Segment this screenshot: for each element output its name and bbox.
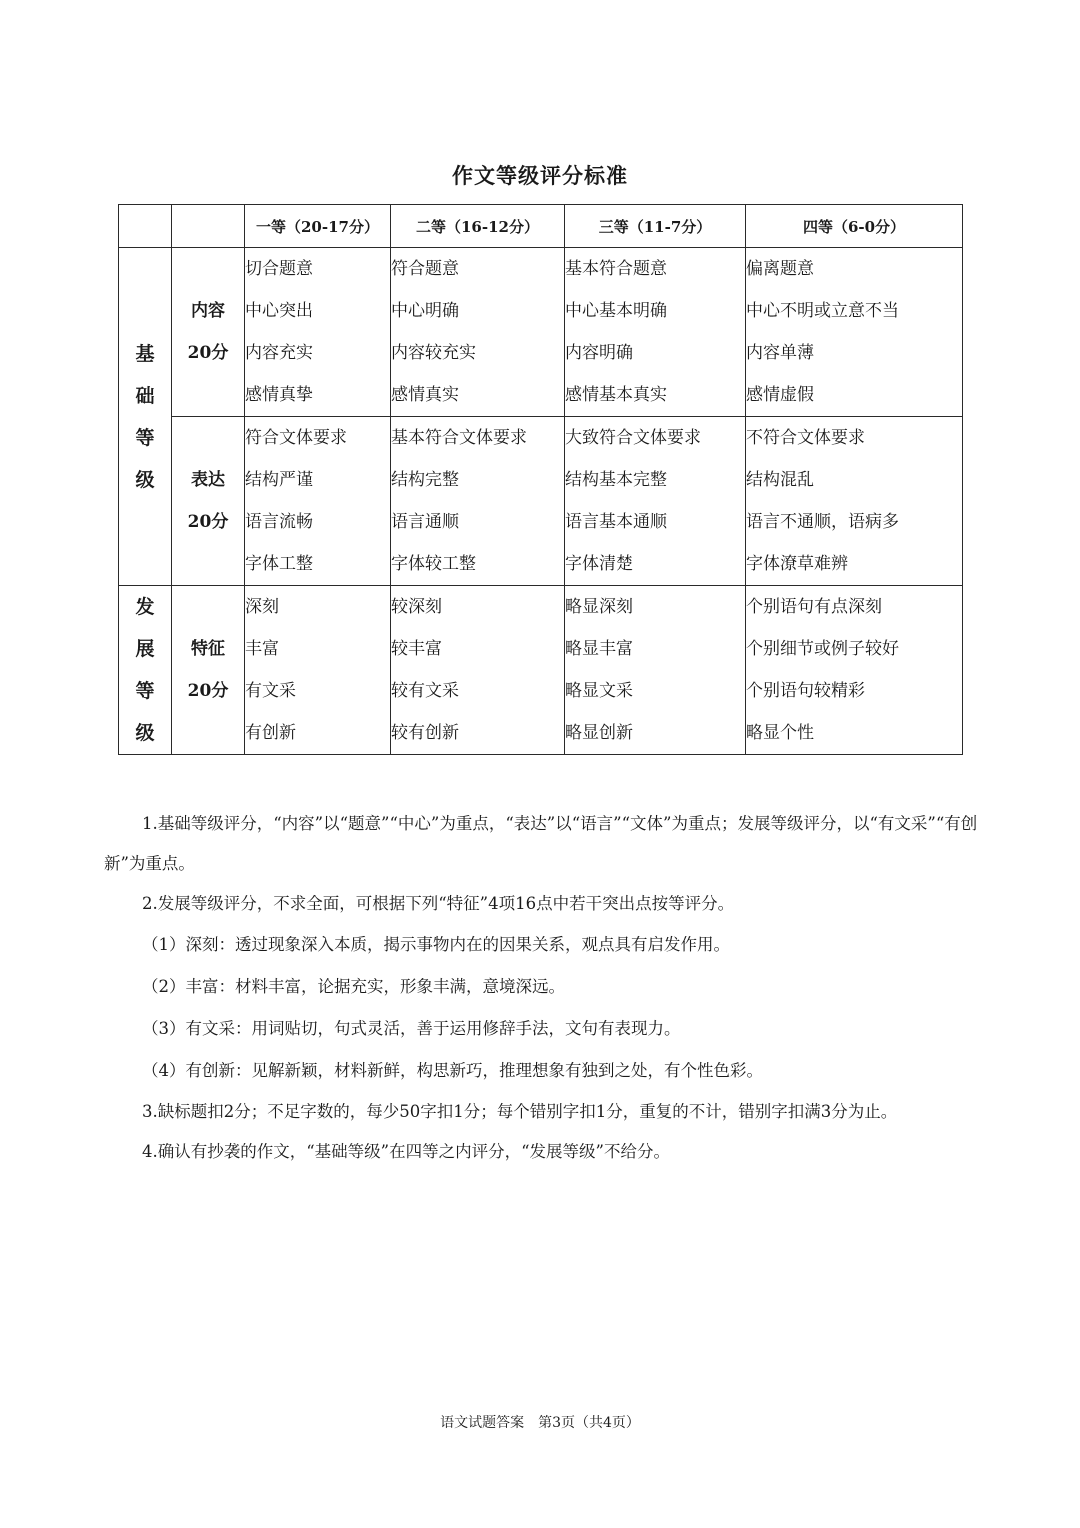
- category-basic-level: [119, 248, 172, 586]
- criteria-line: 字体清楚: [565, 554, 633, 574]
- subcategory-content: [172, 248, 245, 417]
- criteria-line: 结构基本完整: [565, 470, 667, 490]
- category-char: 展: [135, 638, 155, 660]
- criteria-cell: [391, 417, 565, 586]
- criteria-line: 个别语句有点深刻: [746, 597, 882, 617]
- criteria-line: 略显深刻: [565, 597, 633, 617]
- grade-header: 三等（11-7分）: [565, 205, 746, 248]
- header-blank-cell: [119, 205, 172, 248]
- scoring-notes: [104, 804, 980, 1172]
- criteria-cell: [245, 586, 391, 755]
- criteria-cell: [391, 586, 565, 755]
- page-title: 作文等级评分标准: [452, 163, 628, 188]
- subcategory-score: 20分: [187, 681, 229, 701]
- criteria-line: 大致符合文体要求: [565, 428, 701, 448]
- criteria-cell: [746, 586, 963, 755]
- criteria-line: 较丰富: [391, 639, 442, 659]
- criteria-line: 切合题意: [245, 259, 313, 279]
- note-3: 3.缺标题扣2分；不足字数的，每少50字扣1分；每个错别字扣1分，重复的不计，错别字扣满3分为止。: [142, 1102, 898, 1121]
- note-2: 2.发展等级评分，不求全面，可根据下列“特征”4项16点中若干突出点按等评分。: [142, 894, 735, 913]
- criteria-line: 符合题意: [391, 259, 459, 279]
- table-row: [119, 248, 963, 417]
- page-footer: 语文试题答案 第3页（共4页）: [440, 1415, 640, 1431]
- note-item: （3）有文采：用词贴切，句式灵活，善于运用修辞手法，文句有表现力。: [142, 1019, 681, 1038]
- criteria-line: 符合文体要求: [245, 428, 347, 448]
- criteria-cell: [565, 417, 746, 586]
- criteria-line: 较有文采: [391, 681, 459, 701]
- criteria-line: 语言基本通顺: [565, 512, 667, 532]
- note-item: （2）丰富：材料丰富，论据充实，形象丰满，意境深远。: [142, 977, 565, 996]
- subcategory-feature: [172, 586, 245, 755]
- subcategory-score: 20分: [187, 343, 229, 363]
- grade-header: 四等（6-0分）: [746, 205, 963, 248]
- header-blank-cell: [172, 205, 245, 248]
- criteria-line: 感情真挚: [245, 385, 313, 405]
- grading-table: [118, 204, 963, 755]
- criteria-line: 字体潦草难辨: [746, 554, 848, 574]
- criteria-line: 结构严谨: [245, 470, 313, 490]
- criteria-line: 感情真实: [391, 385, 459, 405]
- table-header-row: [119, 205, 963, 248]
- criteria-line: 不符合文体要求: [746, 428, 865, 448]
- note-item: （4）有创新：见解新颖，材料新鲜，构思新巧，推理想象有独到之处，有个性色彩。: [142, 1061, 763, 1080]
- criteria-line: 感情基本真实: [565, 385, 667, 405]
- criteria-line: 略显个性: [746, 723, 814, 743]
- criteria-line: 有创新: [245, 723, 296, 743]
- criteria-line: 个别语句较精彩: [746, 681, 865, 701]
- criteria-line: 较深刻: [391, 597, 442, 617]
- subcategory-label: 特征: [191, 639, 225, 659]
- criteria-line: 内容明确: [565, 343, 633, 363]
- criteria-line: 偏离题意: [746, 259, 814, 279]
- grade-header: 一等（20-17分）: [245, 205, 391, 248]
- criteria-line: 个别细节或例子较好: [746, 639, 899, 659]
- category-char: 级: [135, 468, 155, 491]
- criteria-line: 语言不通顺，语病多: [746, 512, 899, 532]
- category-char: 基: [135, 342, 155, 365]
- criteria-cell: [245, 248, 391, 417]
- criteria-line: 基本符合题意: [565, 259, 667, 279]
- criteria-line: 语言通顺: [391, 512, 459, 532]
- criteria-line: 字体工整: [245, 554, 313, 574]
- criteria-line: 较有创新: [391, 723, 459, 743]
- category-char: 发: [135, 596, 155, 618]
- criteria-line: 中心突出: [245, 301, 313, 321]
- table-row: [119, 417, 963, 586]
- criteria-line: 结构混乱: [746, 470, 814, 490]
- category-char: 等: [135, 680, 155, 702]
- criteria-line: 结构完整: [391, 470, 459, 490]
- category-char: 础: [135, 384, 155, 407]
- criteria-line: 内容单薄: [746, 343, 814, 363]
- criteria-line: 丰富: [245, 639, 279, 659]
- criteria-line: 深刻: [245, 597, 279, 617]
- criteria-line: 内容较充实: [391, 343, 476, 363]
- criteria-cell: [565, 248, 746, 417]
- criteria-line: 内容充实: [245, 343, 313, 363]
- table-row: [119, 586, 963, 755]
- criteria-line: 中心明确: [391, 301, 459, 321]
- criteria-line: 中心基本明确: [565, 301, 667, 321]
- criteria-line: 略显创新: [565, 723, 633, 743]
- note-item: （1）深刻：透过现象深入本质，揭示事物内在的因果关系，观点具有启发作用。: [142, 935, 730, 954]
- subcategory-score: 20分: [187, 512, 229, 532]
- criteria-cell: [565, 586, 746, 755]
- criteria-line: 略显文采: [565, 681, 633, 701]
- criteria-line: 感情虚假: [746, 385, 814, 405]
- criteria-line: 略显丰富: [565, 639, 633, 659]
- category-development-level: [119, 586, 172, 755]
- subcategory-expression: [172, 417, 245, 586]
- criteria-cell: [245, 417, 391, 586]
- criteria-cell: [746, 417, 963, 586]
- grade-header: 二等（16-12分）: [391, 205, 565, 248]
- criteria-line: 中心不明或立意不当: [746, 301, 899, 321]
- category-char: 等: [135, 426, 155, 449]
- criteria-line: 语言流畅: [245, 512, 313, 532]
- criteria-cell: [391, 248, 565, 417]
- criteria-line: 有文采: [245, 681, 296, 701]
- category-char: 级: [135, 722, 155, 744]
- subcategory-label: 内容: [191, 301, 225, 321]
- criteria-cell: [746, 248, 963, 417]
- criteria-line: 字体较工整: [391, 554, 476, 574]
- criteria-line: 基本符合文体要求: [391, 428, 527, 448]
- subcategory-label: 表达: [191, 470, 225, 490]
- note-1: 1.基础等级评分，“内容”以“题意”“中心”为重点，“表达”以“语言”“文体”为重点；发展等级评分，以“有文采”“有创新”为重点。: [104, 814, 978, 873]
- note-4: 4.确认有抄袭的作文，“基础等级”在四等之内评分，“发展等级”不给分。: [142, 1142, 670, 1161]
